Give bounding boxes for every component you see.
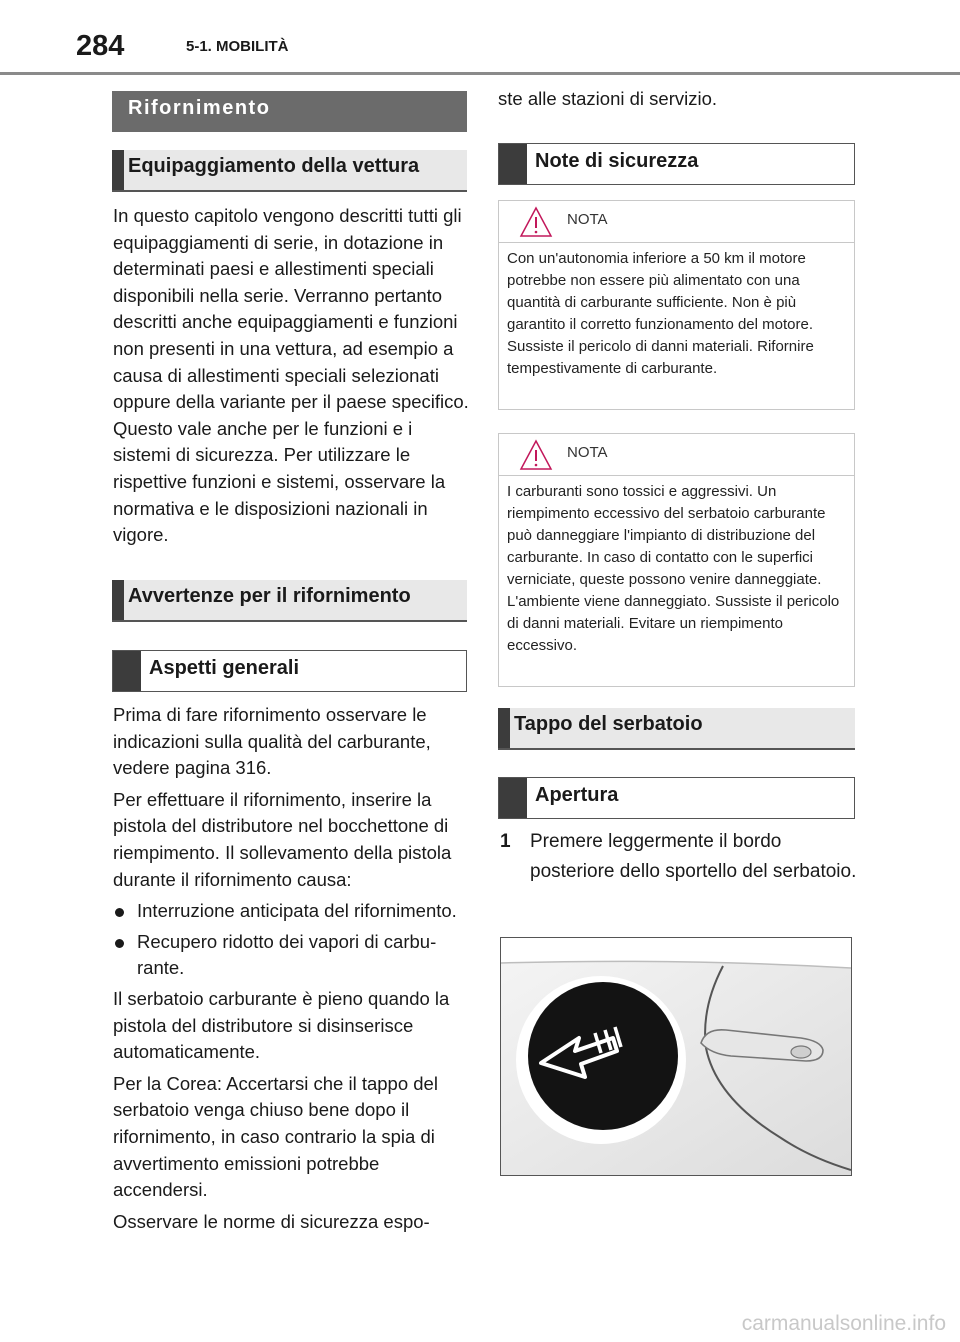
paragraph: Per la Corea: Accertarsi che il tappo del serbatoio venga chiuso bene dopo il rifornimento, in caso contrario la spia di avvertimento emissioni potrebbe accendersi.: [113, 1072, 438, 1201]
heading-bar: [112, 150, 124, 190]
paragraph: Per effettuare il rifornimento, inserire la pistola del distributore nel bocchettone di riempimento. Il sollevamento della pistola durante il rifornimento causa:: [113, 788, 452, 890]
subheading-note-sicurezza-label: Note di sicurezza: [535, 150, 699, 172]
note-label: NOTA: [567, 211, 608, 228]
subheading-apertura-label: Apertura: [535, 784, 619, 806]
note-label: NOTA: [567, 444, 608, 461]
note-header: [499, 201, 854, 243]
page-number: 284: [76, 30, 125, 62]
subheading-equipaggiamento: [112, 150, 467, 192]
heading-bar: [113, 651, 141, 691]
subheading-tappo-serbatoio: [498, 708, 855, 750]
step-text: Premere leggermente il bordo posteriore dello sportello del serbatoio.: [530, 831, 857, 882]
fuel-flap-drawing: [501, 938, 851, 1175]
warning-note: [498, 433, 855, 687]
heading-rifornimento: Rifornimento: [112, 91, 467, 132]
subheading-equipaggiamento-label: Equipaggiamento della vettura: [128, 155, 420, 177]
heading-bar: [498, 708, 510, 748]
bullet-icon: [113, 929, 137, 982]
note-text: Con un'autonomia inferiore a 50 km il motore potrebbe non essere più alimentato con una quantità di carburante sufficiente. Non è più garantito il corretto funzionamento del motore. Sussiste il pericolo di danni materiali. Rifornire tempestivamente di carburante.: [507, 250, 814, 377]
warning-note: [498, 200, 855, 410]
paragraph: Il serbatoio carburante è pieno quando la pistola del distributore si disinserisce automaticamente.: [113, 987, 450, 1063]
header-divider: [0, 72, 960, 75]
subheading-avvertenze-label: Avvertenze per il rifornimento: [128, 585, 411, 607]
warning-triangle-icon: [519, 439, 553, 471]
subheading-note-sicurezza: [498, 143, 855, 185]
subheading-tappo-serbatoio-label: Tappo del serbatoio: [514, 713, 703, 735]
heading-bar: [499, 778, 527, 818]
note-header: [499, 434, 854, 476]
heading-bar: [112, 580, 124, 620]
intro-paragraph: [113, 203, 473, 549]
subheading-aspetti-generali: [112, 650, 467, 692]
heading-bar: [499, 144, 527, 184]
chapter-title: 5-1. MOBILITÀ: [186, 38, 289, 55]
watermark-text: carmanualsonline.info: [741, 1312, 946, 1335]
subheading-apertura: [498, 777, 855, 819]
warning-triangle-icon: [519, 206, 553, 238]
paragraph: Prima di fare rifornimento osservare le indicazioni sulla qualità del carburante, vedere pagina 316.: [113, 704, 431, 779]
paragraph: Osservare le norme di sicurezza espo-: [113, 1210, 430, 1232]
subheading-avvertenze: [112, 580, 467, 622]
refuel-instructions: [113, 702, 469, 1240]
fuel-flap-illustration: [500, 937, 852, 1176]
list-item-text: Interruzione anticipata del rifornimento.: [137, 900, 457, 922]
list-item: [113, 929, 469, 982]
step-number: 1: [500, 831, 511, 852]
list-item: [113, 898, 469, 925]
intro-text: In questo capitolo vengono descritti tutti gli equipaggiamenti di serie, in dotazione in determinati paesi e allestimenti speciali disponibili nella serie. Verranno pertanto descritti anche equipaggiamenti e funzioni non presenti in una vettura, ad esempio a causa di allestimenti speciali selezionati oppure della variante per il paese specifico. Questo vale anche per le funzioni e i sistemi di sicurezza. Per utilizzare le rispettive funzioni e sistemi, osservare la normativa e le disposizioni nazionali in vigore.: [113, 205, 469, 546]
list-item-text: Recupero ridotto dei vapori di carburante.: [137, 930, 437, 979]
continuation-text: ste alle stazioni di servizio.: [498, 88, 718, 109]
step-item: [500, 827, 860, 887]
bullet-icon: [113, 898, 137, 925]
note-text: I carburanti sono tossici e aggressivi. Un riempimento eccessivo del serbatoio carburante può danneggiare l'impianto di distribuzione del carburante. In caso di contatto con le superfici verniciate, queste possono venire danneggiate. L'ambiente viene danneggiato. Sussiste il pericolo di danni materiali. Evitare un riempimento eccessivo.: [507, 483, 840, 654]
subheading-aspetti-generali-label: Aspetti generali: [149, 657, 300, 679]
